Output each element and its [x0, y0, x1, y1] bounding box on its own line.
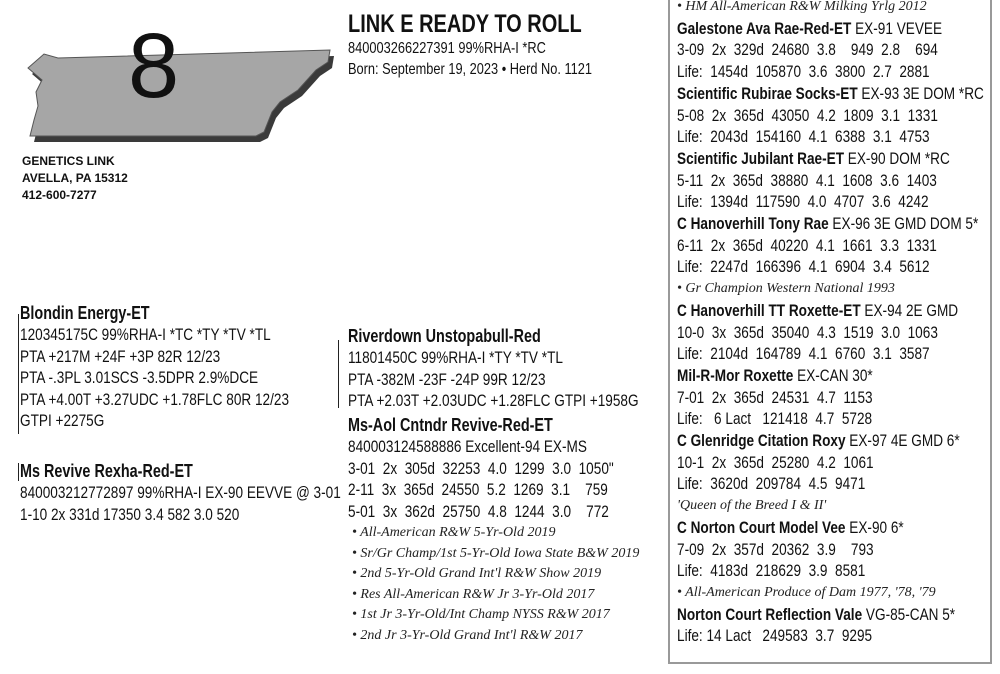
consignor-phone: 412-600-7277 [22, 188, 97, 202]
dam-name: Ms-Aol Cntndr Revive-Red-ET [348, 415, 553, 435]
ancestor-record [677, 387, 1000, 409]
ancestor-name: C Hanoverhill Tony Rae [677, 214, 829, 234]
mgs-line-2: PTA -382M -23F -24P 99R 12/23 [348, 369, 546, 389]
ancestor-record [677, 256, 1000, 278]
honor-text: • All-American Produce of Dam 1977, '78, '79 [677, 584, 936, 600]
ancestor-name: C Hanoverhill TT Roxette-ET [677, 300, 861, 320]
mgs-section [348, 325, 639, 412]
ancestor-heading [677, 300, 1000, 322]
ancestor-heading [677, 604, 1000, 626]
ancestor-record [677, 343, 1000, 365]
record-text: 10-1 2x 365d 25280 4.2 1061 [677, 452, 874, 472]
dam-honor: • Res All-American R&W Jr 3-Yr-Old 2017 [352, 586, 595, 602]
ancestor-heading [677, 83, 1000, 105]
ancestor-record [677, 126, 1000, 148]
record-text: Life: 2247d 166396 4.1 6904 3.4 5612 [677, 257, 930, 277]
dam-record-3: 5-01 3x 362d 25750 4.8 1244 3.0 772 [348, 501, 609, 521]
ancestor-classification: EX-91 VEVEE [851, 18, 943, 38]
record-text: 3-09 2x 329d 24680 3.8 949 2.8 694 [677, 40, 938, 60]
ancestor-heading [677, 365, 1000, 387]
ancestor-record [677, 625, 1000, 647]
ancestor-record [677, 105, 1000, 127]
record-text: Life: 1454d 105870 3.6 3800 2.7 2881 [677, 62, 930, 82]
sire-line-4: PTA +4.00T +3.27UDC +1.78FLC 80R 12/23 [20, 389, 290, 409]
record-text: 5-08 2x 365d 43050 4.2 1809 3.1 1331 [677, 105, 938, 125]
dam-record-1: 3-01 2x 305d 32253 4.0 1299 3.0 1050" [348, 458, 614, 478]
record-text: 7-01 2x 365d 24531 4.7 1153 [677, 387, 873, 407]
ancestor-honor [677, 278, 1000, 300]
lot-number: 8 [128, 15, 180, 117]
record-text: 5-11 2x 365d 38880 4.1 1608 3.6 1403 [677, 170, 937, 190]
dam-honor: • 2nd 5-Yr-Old Grand Int'l R&W Show 2019 [352, 566, 602, 581]
ancestor-name: C Norton Court Model Vee [677, 517, 846, 537]
dam-honor: • All-American R&W 5-Yr-Old 2019 [352, 525, 556, 540]
sire-name: Blondin Energy-ET [20, 303, 150, 323]
ancestor-honor [677, 582, 1000, 604]
dam-honor: • Sr/Gr Champ/1st 5-Yr-Old Iowa State B&W 2019 [352, 545, 640, 561]
ancestor-honor [677, 495, 1000, 517]
birth-line: Born: September 19, 2023 • Herd No. 1121 [348, 61, 593, 78]
ancestor-record [677, 322, 1000, 344]
mgs-line-3: PTA +2.03T +2.03UDC +1.28FLC GTPI +1958G [348, 391, 639, 410]
sire-line-1: 120345175C 99%RHA-I *TC *TY *TV *TL [20, 325, 271, 344]
sire-dam-line-2: 1-10 2x 331d 17350 3.4 582 3.0 520 [20, 504, 240, 524]
record-text: 7-09 2x 357d 20362 3.9 793 [677, 539, 874, 559]
ancestor-name: Scientific Rubirae Socks-ET [677, 83, 858, 103]
ancestor-record [677, 560, 1000, 582]
sire-dam-bracket [18, 463, 19, 481]
ancestor-name: Scientific Jubilant Rae-ET [677, 148, 845, 168]
ancestor-classification: EX-CAN 30* [793, 365, 873, 385]
ancestor-record [677, 61, 1000, 83]
ancestor-name: Mil-R-Mor Roxette [677, 365, 794, 385]
sire-line-3: PTA -.3PL 3.01SCS -3.5DPR 2.9%DCE [20, 368, 259, 387]
ancestor-heading [677, 18, 1000, 40]
ancestor-heading [677, 517, 1000, 539]
sire-section [20, 302, 289, 432]
animal-registration [348, 38, 592, 80]
ancestor-record [677, 39, 1000, 61]
honor-text: • HM All-American R&W Milking Yrlg 2012 [677, 0, 927, 14]
record-text: 6-11 2x 365d 40220 4.1 1661 3.3 1331 [677, 235, 937, 255]
ancestor-honor [677, 0, 1000, 18]
sire-line-2: PTA +217M +24F +3P 82R 12/23 [20, 346, 221, 366]
dam-honor: • 2nd Jr 3-Yr-Old Grand Int'l R&W 2017 [352, 627, 583, 643]
registration-line: 840003266227391 99%RHA-I *RC [348, 40, 546, 57]
ancestor-record [677, 170, 1000, 192]
record-text: Life: 4183d 218629 3.9 8581 [677, 561, 866, 581]
ancestor-classification: EX-96 3E GMD DOM 5* [828, 214, 979, 234]
sire-line-5: GTPI +2275G [20, 411, 105, 430]
dam-record-2: 2-11 3x 365d 24550 5.2 1269 3.1 759 [348, 480, 608, 499]
ancestor-name: Galestone Ava Rae-Red-ET [677, 18, 852, 38]
consignor-name: GENETICS LINK [22, 154, 115, 168]
ancestor-record [677, 452, 1000, 474]
record-text: Life: 14 Lact 249583 3.7 9295 [677, 626, 873, 646]
ancestor-classification: EX-90 DOM *RC [844, 148, 950, 168]
mgs-line-1: 11801450C 99%RHA-I *TY *TV *TL [348, 348, 563, 367]
ancestor-record [677, 539, 1000, 561]
record-text: 10-0 3x 365d 35040 4.3 1519 3.0 1063 [677, 322, 938, 342]
ancestor-classification: EX-94 2E GMD [860, 300, 959, 320]
ancestor-record [677, 235, 1000, 257]
ancestor-name: Norton Court Reflection Vale [677, 604, 863, 624]
ancestor-heading [677, 213, 1000, 235]
record-text: Life: 1394d 117590 4.0 4707 3.6 4242 [677, 192, 929, 212]
ancestor-record [677, 473, 1000, 495]
record-text: Life: 2104d 164789 4.1 6760 3.1 3587 [677, 344, 930, 364]
ancestor-record [677, 191, 1000, 213]
sire-dam-line-1: 840003212772897 99%RHA-I EX-90 EEVVE @ 3-01 [20, 483, 341, 502]
animal-name: LINK E READY TO ROLL [348, 10, 582, 38]
honor-text: 'Queen of the Breed I & II' [677, 498, 827, 514]
ancestor-classification: EX-90 6* [845, 517, 904, 537]
record-text: Life: 6 Lact 121418 4.7 5728 [677, 409, 873, 429]
ancestor-classification: EX-93 3E DOM *RC [857, 83, 984, 103]
record-text: Life: 2043d 154160 4.1 6388 3.1 4753 [677, 127, 930, 147]
sire-dam-name: Ms Revive Rexha-Red-ET [20, 461, 193, 481]
mgs-bracket [338, 340, 339, 408]
honor-text: • Gr Champion Western National 1993 [677, 281, 895, 297]
ancestor-heading [677, 430, 1000, 452]
pedigree-list [677, 0, 1000, 647]
record-text: Life: 3620d 209784 4.5 9471 [677, 474, 866, 494]
dam-honor: • 1st Jr 3-Yr-Old/Int Champ NYSS R&W 2017 [352, 607, 610, 622]
ancestor-name: C Glenridge Citation Roxy [677, 431, 846, 451]
consignor-info [22, 153, 128, 204]
ancestor-heading [677, 148, 1000, 170]
ancestor-record [677, 408, 1000, 430]
ancestor-classification: VG-85-CAN 5* [862, 604, 956, 624]
sire-bracket [18, 314, 19, 434]
sire-dam-section [20, 460, 341, 525]
mgs-name: Riverdown Unstopabull-Red [348, 326, 541, 346]
ancestor-classification: EX-97 4E GMD 6* [845, 431, 960, 451]
consignor-city: AVELLA, PA 15312 [22, 171, 128, 185]
dam-line-1: 840003124588886 Excellent-94 EX-MS [348, 437, 587, 456]
dam-section [348, 414, 680, 646]
